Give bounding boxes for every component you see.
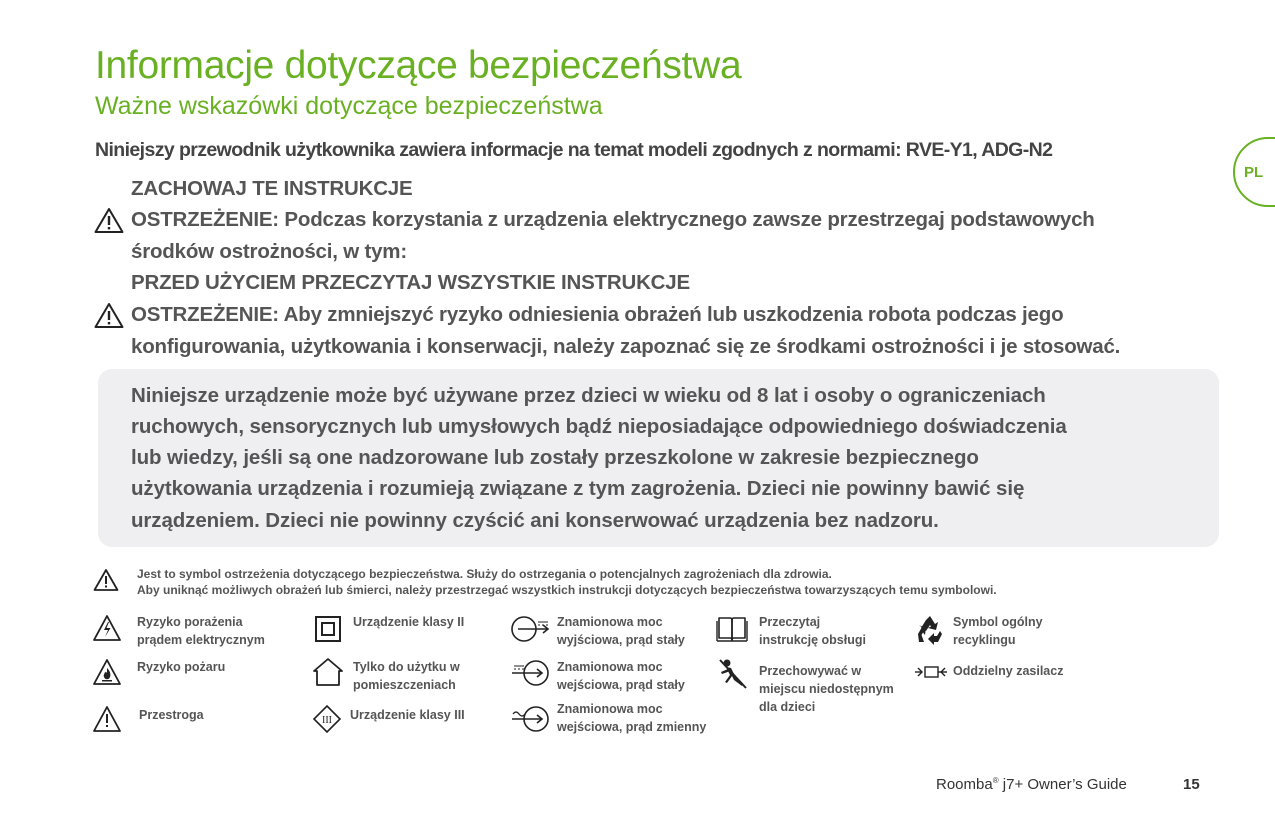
class-ii-device-icon [314,615,342,643]
warning-text-1-cont: środków ostrożności, w tym: [131,240,407,263]
indoor-use-icon [311,656,345,688]
language-tab-label: PL [1244,164,1264,181]
separate-power-supply-icon [914,664,948,680]
child-notice-line: urządzeniem. Dzieci nie powinny czyścić ani konserwować urządzenia bez nadzoru. [131,509,939,532]
input-dc-icon [510,659,550,687]
warning-triangle-icon [94,207,124,234]
warning-text-2-cont: konfigurowania, użytkowania i konserwacji, należy zapoznać się ze środkami ostrożności i je stosować. [131,335,1121,358]
read-manual-label: Przeczytaj instrukcję obsługi [759,615,866,647]
electric-shock-icon [92,614,122,642]
page-title: Informacje dotyczące bezpieczeństwa [95,44,742,87]
caution-label: Przestroga [139,708,204,722]
child-notice-line: lub wiedzy, jeśli są one nadzorowane lub zostały przeszkolone w zakresie bezpiecznego [131,446,979,469]
save-instructions-heading: ZACHOWAJ TE INSTRUKCJE [131,177,413,200]
child-notice-line: użytkowania urządzenia i rozumieją związane z tym zagrożenia. Dzieci nie powinny bawić się [131,477,1025,500]
warning-triangle-icon [94,302,124,329]
warning-text-2: OSTRZEŻENIE: Aby zmniejszyć ryzyko odniesienia obrażeń lub uszkodzenia robota podczas jego [131,303,1064,326]
indoor-use-label: Tylko do użytku w pomieszczeniach [353,660,460,692]
symbol-note-line-1: Jest to symbol ostrzeżenia dotyczącego bezpieczeństwa. Służy do ostrzegania o potencjalnych zagrożeniach dla zdrowia. [137,567,832,581]
models-lead: Niniejszy przewodnik użytkownika zawiera informacje na temat modeli zgodnych z normami: RVE-Y1, ADG-N2 [95,139,1053,161]
keep-away-from-children-label: Przechowywać w miejscu niedostępnym dla dzieci [759,664,894,714]
page-number: 15 [1183,776,1200,793]
symbol-note-line-2: Aby uniknąć możliwych obrażeń lub śmierci, należy przestrzegać wszystkich instrukcji dotyczących bezpieczeństwa towarzyszących temu symbolowi. [137,583,997,597]
read-manual-icon [716,614,748,642]
safety-alert-icon [93,568,119,592]
warning-text-1: OSTRZEŻENIE: Podczas korzystania z urządzenia elektrycznego zawsze przestrzegaj podstawowych [131,208,1095,231]
language-tab [1233,137,1275,207]
input-dc-label: Znamionowa moc wejściowa, prąd stały [557,660,685,692]
electric-shock-label: Ryzyko porażenia prądem elektrycznym [137,615,265,647]
footer-guide-title: Roomba® j7+ Owner’s Guide [936,776,1127,793]
keep-away-from-children-icon [718,658,748,690]
child-notice-line: Niniejsze urządzenie może być używane przez dzieci w wieku od 8 lat i osoby o ograniczeniach [131,384,1046,407]
child-notice-line: ruchowych, sensorycznych lub umysłowych bądź nieposiadające odpowiedniego doświadczenia [131,415,1067,438]
svg-text:III: III [322,715,332,726]
output-dc-label: Znamionowa moc wyjściowa, prąd stały [557,615,685,647]
input-ac-label: Znamionowa moc wejściowa, prąd zmienny [557,702,707,734]
class-iii-device-icon [312,704,342,734]
page-subtitle: Ważne wskazówki dotyczące bezpieczeństwa [95,92,603,120]
recycling-label: Symbol ogólny recyklingu [953,615,1043,647]
input-ac-icon [510,705,550,733]
recycling-icon [914,614,946,646]
output-dc-icon [510,615,550,643]
class-iii-device-label: Urządzenie klasy III [350,708,465,722]
class-ii-device-label: Urządzenie klasy II [353,615,465,629]
fire-risk-icon [92,658,122,686]
fire-risk-label: Ryzyko pożaru [137,660,226,674]
caution-icon [92,705,122,733]
separate-power-supply-label: Oddzielny zasilacz [953,664,1064,678]
read-instructions-heading: PRZED UŻYCIEM PRZECZYTAJ WSZYSTKIE INSTRUKCJE [131,271,690,294]
